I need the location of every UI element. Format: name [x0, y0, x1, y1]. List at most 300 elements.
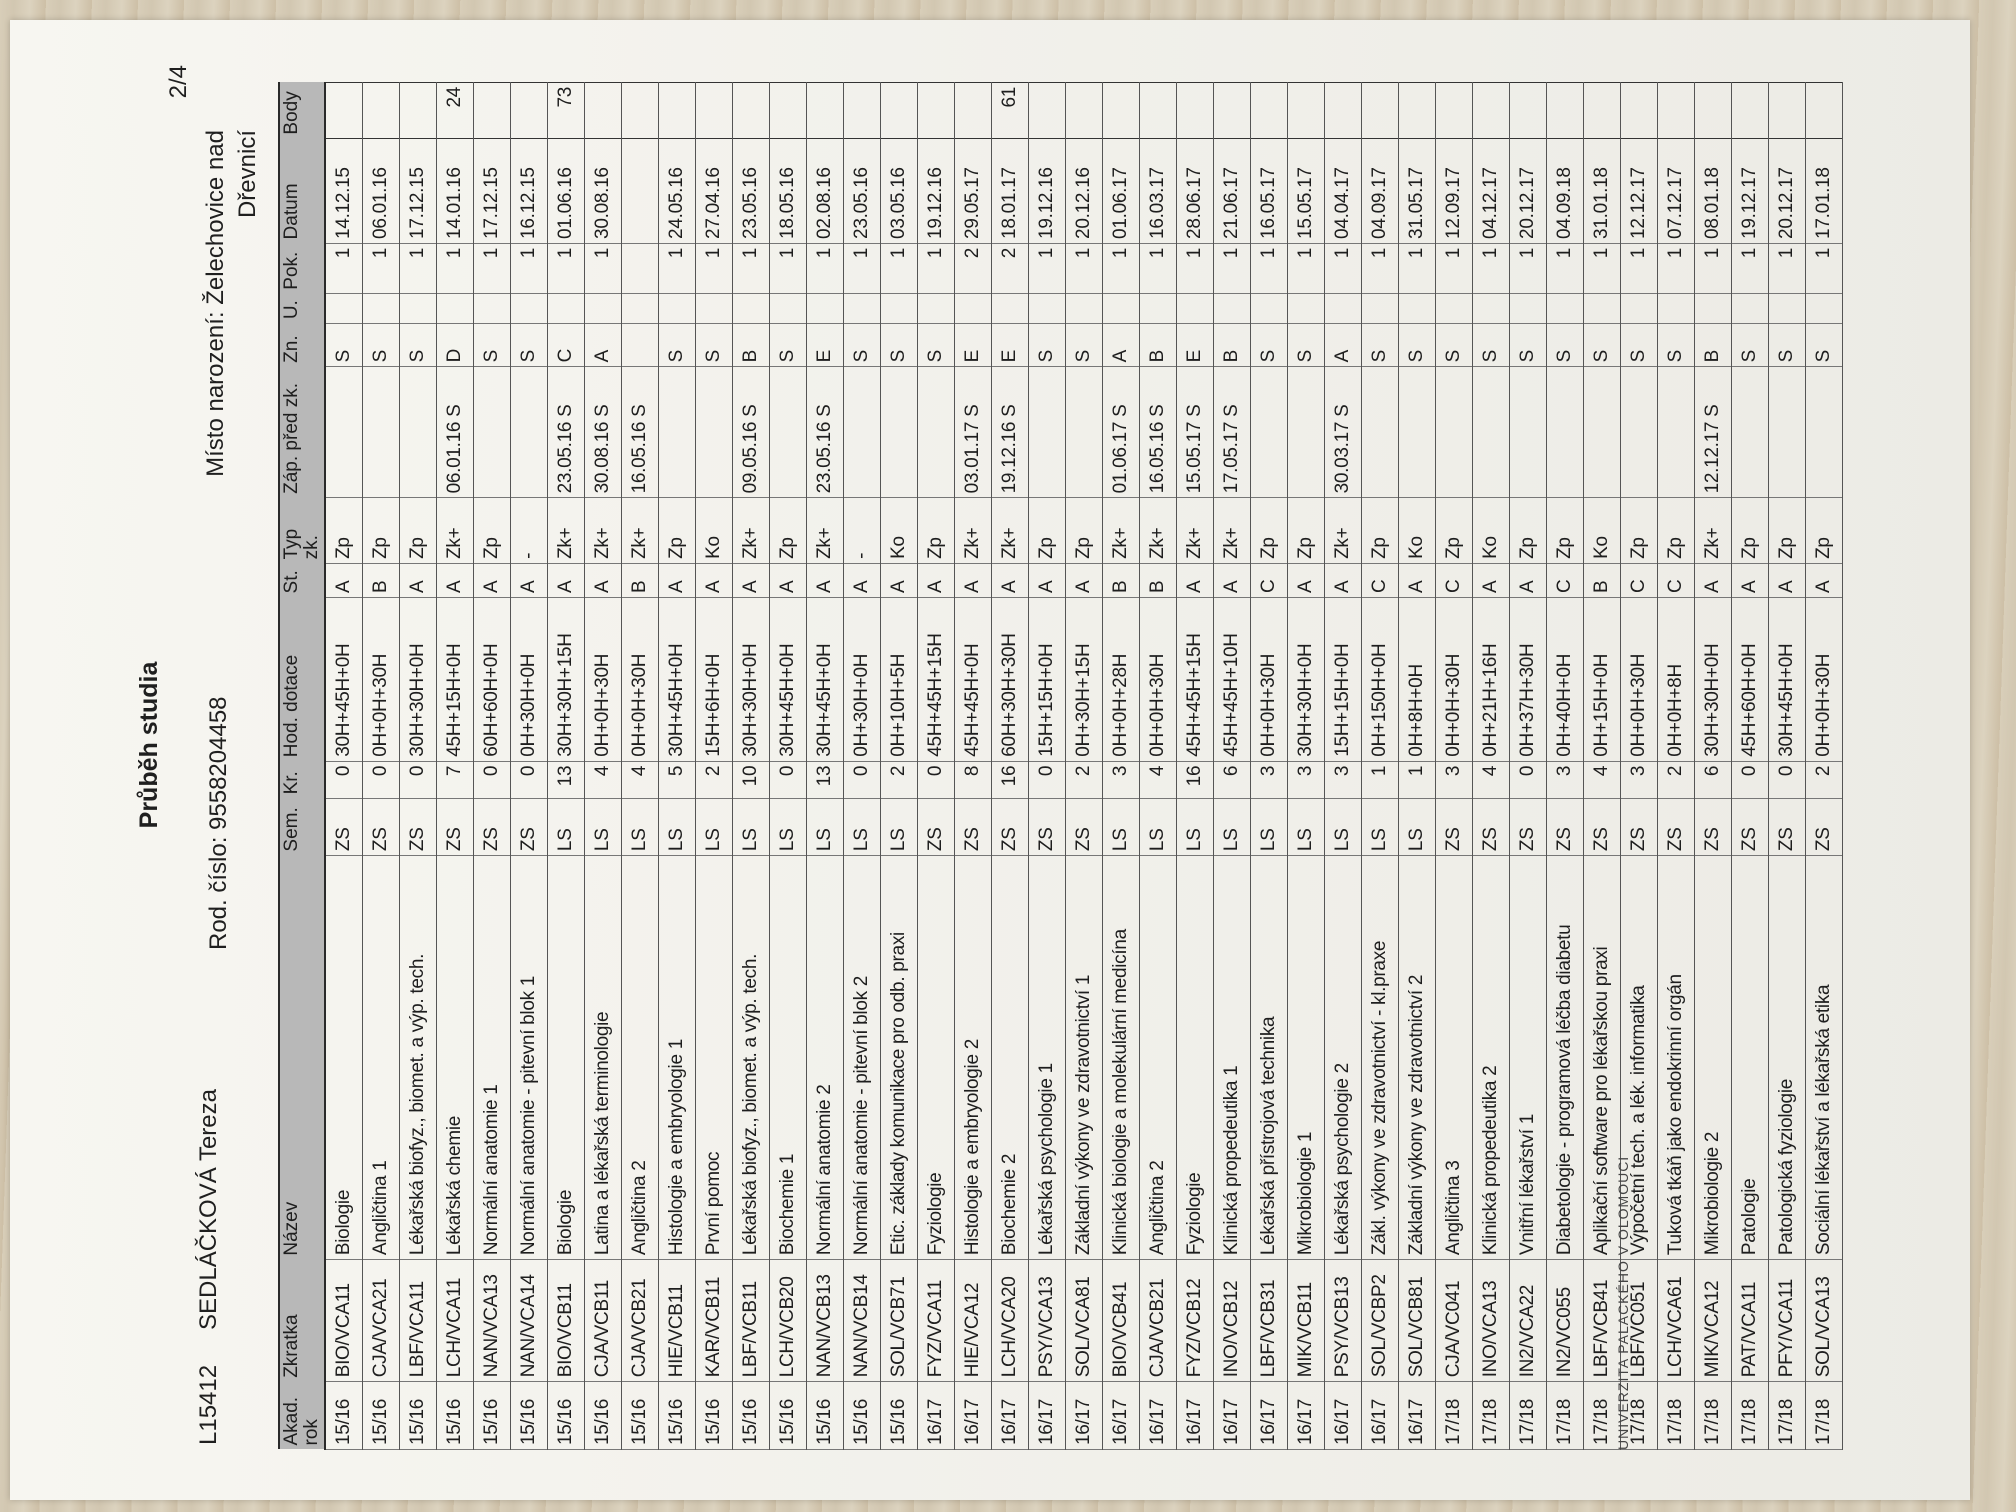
table-row: [1103, 83, 1140, 1450]
table-cell: A: [1806, 563, 1843, 597]
table-cell: 02.08.16: [807, 139, 844, 244]
table-cell: Zk+: [437, 498, 474, 564]
table-cell: 16/17: [992, 1382, 1029, 1450]
table-cell: Zp: [770, 498, 807, 564]
table-cell: 6: [1695, 761, 1732, 798]
table-cell: Vnitřní lékařství 1: [1510, 856, 1547, 1260]
table-cell: ZS: [1769, 798, 1806, 855]
table-cell: [1251, 294, 1288, 323]
table-cell: S: [1547, 323, 1584, 367]
table-cell: [474, 83, 511, 139]
table-cell: [1584, 367, 1621, 498]
table-cell: Zp: [1510, 498, 1547, 564]
table-cell: 0H+0H+30H: [585, 597, 622, 761]
table-cell: C: [1621, 563, 1658, 597]
table-cell: 4: [1473, 761, 1510, 798]
table-cell: SOL/VCB81: [1399, 1260, 1436, 1382]
table-cell: 15H+6H+0H: [696, 597, 733, 761]
table-cell: E: [807, 323, 844, 367]
table-cell: 8: [955, 761, 992, 798]
table-cell: [622, 83, 659, 139]
table-cell: 29.05.17: [955, 139, 992, 244]
table-cell: 60H+30H+30H: [992, 597, 1029, 761]
column-header: Zkratka: [279, 1260, 325, 1382]
table-cell: LS: [844, 798, 881, 855]
table-cell: 1: [1214, 243, 1251, 293]
table-cell: 0H+0H+30H: [1251, 597, 1288, 761]
table-cell: Zk+: [622, 498, 659, 564]
table-cell: B: [733, 323, 770, 367]
table-cell: 0H+0H+30H: [1806, 597, 1843, 761]
table-cell: [325, 83, 363, 139]
table-cell: [1621, 294, 1658, 323]
table-cell: LS: [807, 798, 844, 855]
table-cell: IN2/VCA22: [1510, 1260, 1547, 1382]
table-cell: [1177, 83, 1214, 139]
table-cell: [1066, 83, 1103, 139]
table-cell: [1806, 367, 1843, 498]
table-cell: A: [733, 563, 770, 597]
table-cell: 14.12.15: [325, 139, 363, 244]
table-cell: 30H+30H+0H: [733, 597, 770, 761]
table-cell: KAR/VCB11: [696, 1260, 733, 1382]
table-cell: Zp: [1732, 498, 1769, 564]
table-cell: [1399, 83, 1436, 139]
table-cell: 04.09.17: [1362, 139, 1399, 244]
table-cell: C: [1362, 563, 1399, 597]
table-cell: 17.12.15: [474, 139, 511, 244]
table-cell: ZS: [1695, 798, 1732, 855]
table-cell: S: [1399, 323, 1436, 367]
table-cell: 15/16: [733, 1382, 770, 1450]
table-cell: 0H+0H+28H: [1103, 597, 1140, 761]
table-cell: 19.12.16 S: [992, 367, 1029, 498]
table-cell: [1473, 83, 1510, 139]
table-cell: [1140, 294, 1177, 323]
table-cell: 20.12.16: [1066, 139, 1103, 244]
table-cell: BIO/VCB11: [548, 1260, 585, 1382]
table-cell: 15/16: [363, 1382, 400, 1450]
table-cell: A: [844, 563, 881, 597]
table-cell: HIE/VCB11: [659, 1260, 696, 1382]
table-cell: [1732, 294, 1769, 323]
birth-number: Rod. číslo: 9558204458: [205, 696, 232, 950]
table-cell: 16.05.16 S: [1140, 367, 1177, 498]
table-cell: Tuková tkáň jako endokrinní orgán: [1658, 856, 1695, 1260]
table-cell: 30.08.16: [585, 139, 622, 244]
table-cell: 13: [548, 761, 585, 798]
column-header: St.: [279, 563, 325, 597]
table-cell: Zp: [918, 498, 955, 564]
table-cell: Lékařská psychologie 1: [1029, 856, 1066, 1260]
table-cell: Klinická propedeutika 1: [1214, 856, 1251, 1260]
table-cell: ZS: [437, 798, 474, 855]
table-cell: 17/18: [1732, 1382, 1769, 1450]
table-cell: ZS: [1473, 798, 1510, 855]
table-cell: Zk+: [1695, 498, 1732, 564]
table-cell: 21.06.17: [1214, 139, 1251, 244]
table-cell: [1732, 367, 1769, 498]
table-cell: 1: [1029, 243, 1066, 293]
table-cell: HIE/VCA12: [955, 1260, 992, 1382]
table-cell: A: [992, 563, 1029, 597]
table-cell: [363, 83, 400, 139]
table-cell: Diabetologie - programová léčba diabetu: [1547, 856, 1584, 1260]
table-cell: A: [881, 563, 918, 597]
table-cell: [1029, 83, 1066, 139]
table-cell: [1214, 294, 1251, 323]
table-cell: [1288, 83, 1325, 139]
table-cell: [844, 294, 881, 323]
table-cell: Zk+: [992, 498, 1029, 564]
table-cell: LS: [548, 798, 585, 855]
table-cell: 1: [585, 243, 622, 293]
table-cell: 15/16: [548, 1382, 585, 1450]
table-cell: 08.01.18: [1695, 139, 1732, 244]
table-cell: [1362, 294, 1399, 323]
table-cell: [1436, 294, 1473, 323]
table-row: [1510, 83, 1547, 1450]
table-cell: [325, 367, 363, 498]
table-cell: Biologie: [325, 856, 363, 1260]
table-cell: LS: [1103, 798, 1140, 855]
table-cell: C: [1436, 563, 1473, 597]
table-cell: NAN/VCB14: [844, 1260, 881, 1382]
column-header: Body: [279, 83, 325, 139]
table-cell: 30.08.16 S: [585, 367, 622, 498]
table-cell: 0H+0H+8H: [1658, 597, 1695, 761]
table-cell: S: [1288, 323, 1325, 367]
table-row: [733, 83, 770, 1450]
table-row: [881, 83, 918, 1450]
table-row: [363, 83, 400, 1450]
table-cell: 3: [1436, 761, 1473, 798]
table-cell: 30H+45H+0H: [659, 597, 696, 761]
table-cell: [622, 323, 659, 367]
table-row: [1695, 83, 1732, 1450]
table-row: [474, 83, 511, 1450]
page-title: Průběh studia: [135, 661, 163, 829]
table-cell: 45H+60H+0H: [1732, 597, 1769, 761]
table-cell: 45H+45H+15H: [1177, 597, 1214, 761]
table-row: [1140, 83, 1177, 1450]
table-cell: [881, 83, 918, 139]
table-cell: LS: [622, 798, 659, 855]
table-cell: [1658, 83, 1695, 139]
table-cell: 4: [585, 761, 622, 798]
table-row: [992, 83, 1029, 1450]
table-cell: [1806, 83, 1843, 139]
table-row: [585, 83, 622, 1450]
table-cell: Lékařská psychologie 2: [1325, 856, 1362, 1260]
table-cell: 0: [1029, 761, 1066, 798]
table-cell: ZS: [992, 798, 1029, 855]
table-cell: [1399, 367, 1436, 498]
table-cell: 1: [1436, 243, 1473, 293]
table-row: [1806, 83, 1843, 1450]
table-cell: Lékařská biofyz., biomet. a výp. tech.: [733, 856, 770, 1260]
table-cell: [1621, 83, 1658, 139]
table-cell: 12.12.17: [1621, 139, 1658, 244]
table-cell: A: [807, 563, 844, 597]
table-cell: [1436, 367, 1473, 498]
table-cell: 1: [1769, 243, 1806, 293]
table-cell: 16/17: [1214, 1382, 1251, 1450]
table-cell: C: [1547, 563, 1584, 597]
table-cell: 17.01.18: [1806, 139, 1843, 244]
table-cell: Zp: [1621, 498, 1658, 564]
table-cell: Výpočetní tech. a lék. informatika: [1621, 856, 1658, 1260]
table-cell: 15/16: [585, 1382, 622, 1450]
table-cell: 15H+15H+0H: [1029, 597, 1066, 761]
table-cell: 0H+150H+0H: [1362, 597, 1399, 761]
table-cell: 6: [1214, 761, 1251, 798]
table-row: [1029, 83, 1066, 1450]
table-cell: ZS: [363, 798, 400, 855]
table-cell: [1769, 294, 1806, 323]
table-cell: [325, 294, 363, 323]
table-cell: MIK/VCB11: [1288, 1260, 1325, 1382]
table-cell: 16/17: [1140, 1382, 1177, 1450]
table-cell: 24: [437, 83, 474, 139]
table-cell: Zk+: [1177, 498, 1214, 564]
table-cell: 1: [1584, 243, 1621, 293]
table-cell: Zk+: [1140, 498, 1177, 564]
table-row: [1177, 83, 1214, 1450]
table-cell: 19.12.16: [1029, 139, 1066, 244]
table-cell: 30H+45H+0H: [807, 597, 844, 761]
table-cell: SOL/VCA81: [1066, 1260, 1103, 1382]
table-cell: 1: [1103, 243, 1140, 293]
table-cell: PFY/VCA11: [1769, 1260, 1806, 1382]
table-cell: ZS: [1029, 798, 1066, 855]
table-row: [400, 83, 437, 1450]
table-cell: Zp: [1288, 498, 1325, 564]
table-cell: S: [659, 323, 696, 367]
table-cell: [1695, 83, 1732, 139]
table-cell: LCH/VCB20: [770, 1260, 807, 1382]
table-cell: 16/17: [1103, 1382, 1140, 1450]
table-cell: LS: [696, 798, 733, 855]
table-cell: Biologie: [548, 856, 585, 1260]
table-cell: 4: [1140, 761, 1177, 798]
table-cell: 30H+45H+0H: [770, 597, 807, 761]
table-cell: 17/18: [1695, 1382, 1732, 1450]
table-cell: 15/16: [437, 1382, 474, 1450]
table-cell: 04.09.18: [1547, 139, 1584, 244]
table-cell: ZS: [1658, 798, 1695, 855]
table-cell: 15.05.17: [1288, 139, 1325, 244]
page-number: 2/4: [165, 65, 192, 99]
table-cell: 03.01.17 S: [955, 367, 992, 498]
table-cell: 0H+30H+15H: [1066, 597, 1103, 761]
table-cell: E: [992, 323, 1029, 367]
table-cell: Zp: [1547, 498, 1584, 564]
table-cell: B: [622, 563, 659, 597]
table-cell: 31.05.17: [1399, 139, 1436, 244]
table-row: [1325, 83, 1362, 1450]
table-cell: První pomoc: [696, 856, 733, 1260]
table-cell: [1621, 367, 1658, 498]
table-cell: PSY/VCA13: [1029, 1260, 1066, 1382]
table-cell: 04.12.17: [1473, 139, 1510, 244]
table-cell: 1: [437, 243, 474, 293]
table-cell: 15/16: [659, 1382, 696, 1450]
table-cell: Ko: [1584, 498, 1621, 564]
table-cell: 07.12.17: [1658, 139, 1695, 244]
table-cell: ZS: [1806, 798, 1843, 855]
table-cell: Zákl. výkony ve zdravotnictví - kl.praxe: [1362, 856, 1399, 1260]
table-cell: 15/16: [881, 1382, 918, 1450]
table-cell: 16/17: [1066, 1382, 1103, 1450]
table-cell: Angličtina 1: [363, 856, 400, 1260]
table-cell: 16/17: [1399, 1382, 1436, 1450]
table-cell: [881, 294, 918, 323]
table-cell: 20.12.17: [1510, 139, 1547, 244]
table-cell: 2: [881, 761, 918, 798]
table-cell: 3: [1288, 761, 1325, 798]
table-cell: 1: [1399, 761, 1436, 798]
table-cell: 1: [1547, 243, 1584, 293]
table-cell: A: [918, 563, 955, 597]
table-cell: 14.01.16: [437, 139, 474, 244]
table-row: [770, 83, 807, 1450]
table-cell: A: [1214, 563, 1251, 597]
table-cell: Zp: [1251, 498, 1288, 564]
table-cell: 30H+45H+0H: [1769, 597, 1806, 761]
table-cell: [1103, 294, 1140, 323]
table-cell: 1: [807, 243, 844, 293]
table-cell: LS: [881, 798, 918, 855]
table-cell: [511, 367, 548, 498]
table-cell: Zp: [1362, 498, 1399, 564]
table-row: [325, 83, 363, 1450]
table-cell: 0: [844, 761, 881, 798]
table-cell: S: [1510, 323, 1547, 367]
table-cell: C: [1658, 563, 1695, 597]
table-cell: 0: [474, 761, 511, 798]
table-cell: [770, 83, 807, 139]
table-cell: 2: [1806, 761, 1843, 798]
table-cell: Biochemie 1: [770, 856, 807, 1260]
table-cell: Zk+: [1325, 498, 1362, 564]
table-cell: [1399, 294, 1436, 323]
table-cell: 1: [400, 243, 437, 293]
table-cell: Etic. základy komunikace pro odb. praxi: [881, 856, 918, 1260]
table-cell: Normální anatomie 1: [474, 856, 511, 1260]
table-cell: Patologie: [1732, 856, 1769, 1260]
table-cell: [1769, 367, 1806, 498]
table-cell: [400, 367, 437, 498]
table-cell: SOL/VCBP2: [1362, 1260, 1399, 1382]
table-cell: S: [1621, 323, 1658, 367]
table-cell: A: [770, 563, 807, 597]
table-cell: A: [1325, 323, 1362, 367]
table-cell: A: [437, 563, 474, 597]
table-cell: 23.05.16 S: [548, 367, 585, 498]
table-cell: CJA/VCA21: [363, 1260, 400, 1382]
table-cell: 17.12.15: [400, 139, 437, 244]
table-cell: 18.05.16: [770, 139, 807, 244]
table-cell: 2: [1066, 761, 1103, 798]
table-cell: B: [1214, 323, 1251, 367]
table-cell: Normální anatomie - pitevní blok 2: [844, 856, 881, 1260]
table-cell: 0: [511, 761, 548, 798]
table-cell: [1547, 367, 1584, 498]
table-cell: 15/16: [400, 1382, 437, 1450]
table-cell: Zk+: [807, 498, 844, 564]
table-cell: 09.05.16 S: [733, 367, 770, 498]
table-cell: Zp: [659, 498, 696, 564]
table-cell: 16/17: [1177, 1382, 1214, 1450]
table-cell: 17/18: [1436, 1382, 1473, 1450]
table-cell: 17/18: [1769, 1382, 1806, 1450]
table-cell: ZS: [1732, 798, 1769, 855]
table-cell: 0H+40H+0H: [1547, 597, 1584, 761]
table-cell: 73: [548, 83, 585, 139]
table-cell: 15H+15H+0H: [1325, 597, 1362, 761]
table-cell: 17/18: [1547, 1382, 1584, 1450]
table-cell: 13: [807, 761, 844, 798]
table-cell: LS: [1362, 798, 1399, 855]
table-cell: [659, 294, 696, 323]
table-cell: 4: [622, 761, 659, 798]
table-cell: 1: [1473, 243, 1510, 293]
table-cell: [1547, 83, 1584, 139]
table-cell: [585, 83, 622, 139]
table-cell: CJA/VC041: [1436, 1260, 1473, 1382]
table-cell: 15/16: [511, 1382, 548, 1450]
table-cell: C: [548, 323, 585, 367]
table-row: [1066, 83, 1103, 1450]
table-cell: [1029, 367, 1066, 498]
table-cell: [844, 83, 881, 139]
table-cell: ZS: [325, 798, 363, 855]
table-cell: 3: [1547, 761, 1584, 798]
table-cell: E: [955, 323, 992, 367]
table-cell: 1: [770, 243, 807, 293]
table-cell: Základní výkony ve zdravotnictví 1: [1066, 856, 1103, 1260]
table-cell: Zp: [1806, 498, 1843, 564]
table-cell: S: [1769, 323, 1806, 367]
table-cell: A: [696, 563, 733, 597]
table-cell: 28.06.17: [1177, 139, 1214, 244]
table-cell: Histologie a embryologie 2: [955, 856, 992, 1260]
table-cell: 0: [363, 761, 400, 798]
table-cell: Sociální lékařství a lékařská etika: [1806, 856, 1843, 1260]
table-cell: 0H+8H+0H: [1399, 597, 1436, 761]
table-cell: 1: [1732, 243, 1769, 293]
table-cell: 2: [1658, 761, 1695, 798]
table-cell: S: [1362, 323, 1399, 367]
table-cell: LCH/VCA61: [1658, 1260, 1695, 1382]
table-cell: S: [1473, 323, 1510, 367]
table-row: [1436, 83, 1473, 1450]
table-cell: Angličtina 2: [622, 856, 659, 1260]
table-cell: 18.01.17: [992, 139, 1029, 244]
table-cell: 0: [325, 761, 363, 798]
table-cell: Zp: [474, 498, 511, 564]
table-cell: ZS: [1436, 798, 1473, 855]
table-cell: Aplikační software pro lékařskou praxi: [1584, 856, 1621, 1260]
table-cell: S: [1436, 323, 1473, 367]
table-cell: SOL/VCA13: [1806, 1260, 1843, 1382]
table-cell: -: [844, 498, 881, 564]
table-cell: 1: [1140, 243, 1177, 293]
table-cell: 1: [881, 243, 918, 293]
table-cell: 23.05.16: [844, 139, 881, 244]
table-cell: LBF/VCB41: [1584, 1260, 1621, 1382]
